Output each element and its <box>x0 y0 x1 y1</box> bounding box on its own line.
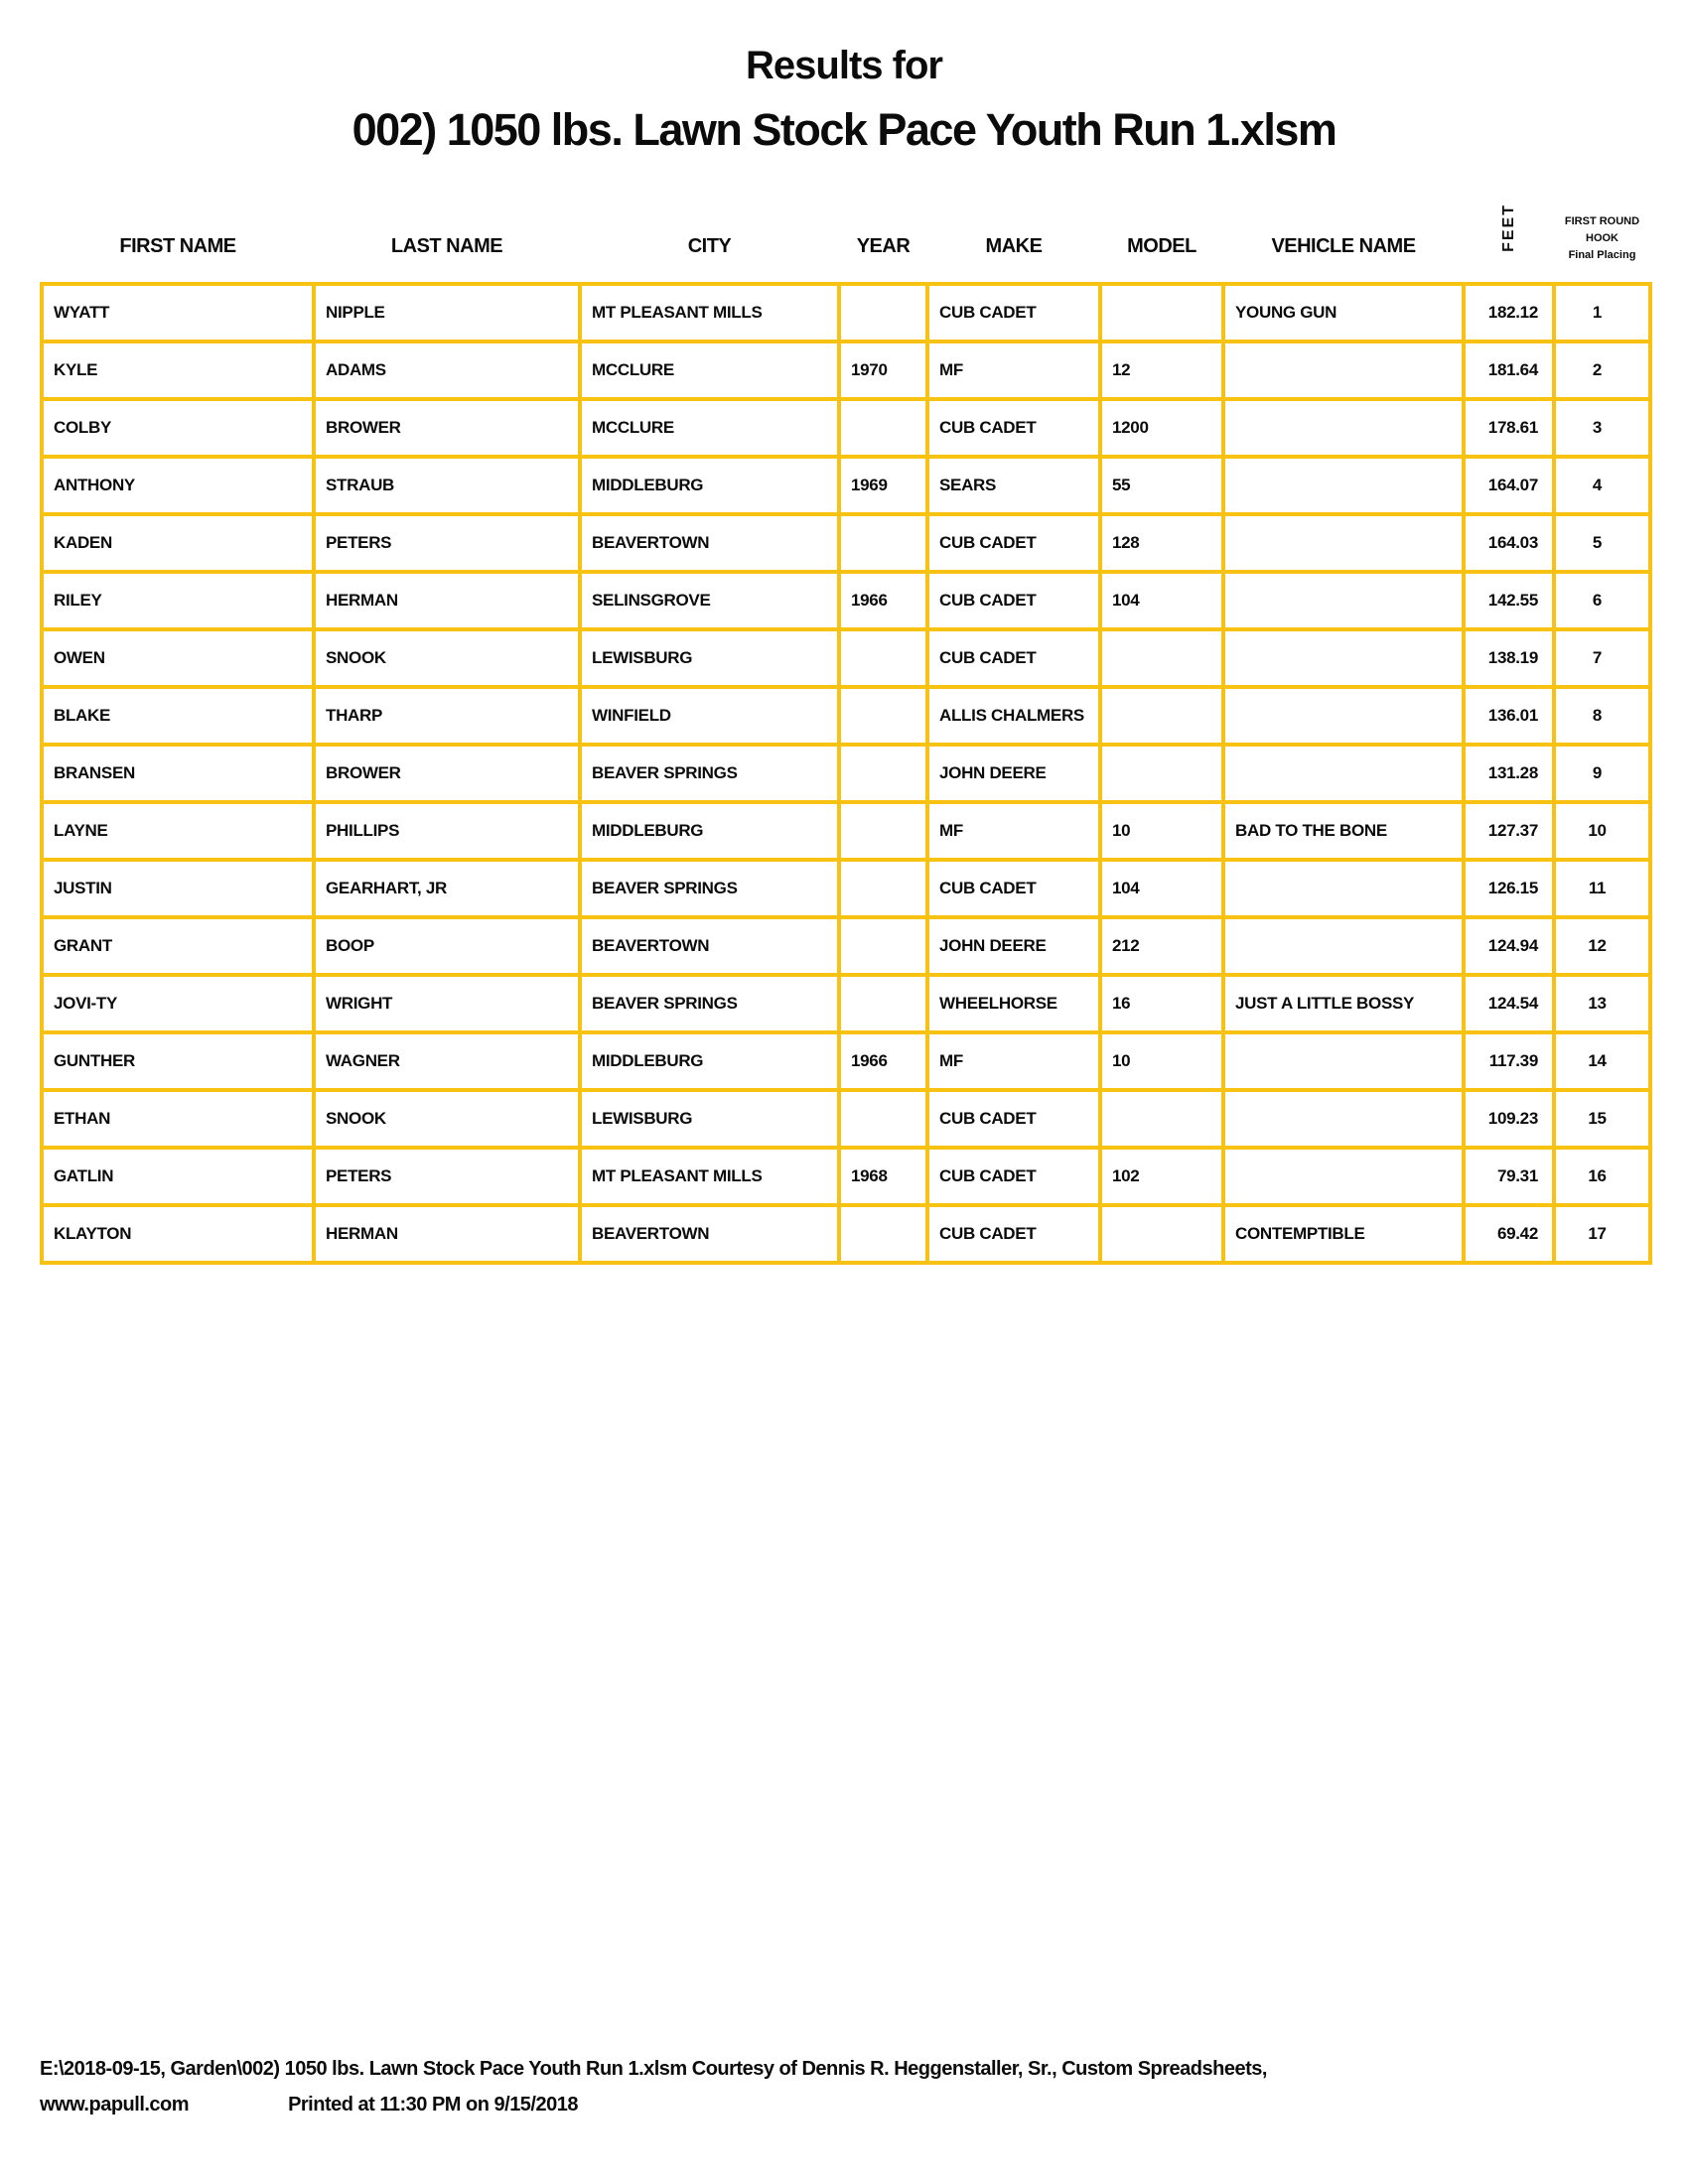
cell-vehicle-name <box>1223 687 1464 745</box>
footer-line2 <box>40 2087 1658 2122</box>
table-row <box>42 629 1650 687</box>
cell-make: SEARS <box>927 457 1100 514</box>
cell-city: MIDDLEBURG <box>580 457 839 514</box>
cell-feet: 127.37 <box>1464 802 1554 860</box>
cell-model: 1200 <box>1100 399 1223 457</box>
column-header-make: MAKE <box>985 235 1043 257</box>
cell-year <box>839 629 927 687</box>
cell-make: CUB CADET <box>927 1148 1100 1205</box>
page-title: Results for <box>746 44 942 87</box>
table-row <box>42 341 1650 399</box>
cell-city: MT PLEASANT MILLS <box>580 1148 839 1205</box>
cell-placing: 4 <box>1554 457 1650 514</box>
cell-model <box>1100 1090 1223 1148</box>
cell-first-name: COLBY <box>42 399 314 457</box>
cell-feet: 109.23 <box>1464 1090 1554 1148</box>
cell-make: CUB CADET <box>927 1090 1100 1148</box>
cell-make: JOHN DEERE <box>927 917 1100 975</box>
cell-vehicle-name <box>1223 457 1464 514</box>
cell-make: CUB CADET <box>927 572 1100 629</box>
cell-placing: 16 <box>1554 1148 1650 1205</box>
column-header-year: YEAR <box>856 235 911 257</box>
cell-make: MF <box>927 341 1100 399</box>
cell-make: JOHN DEERE <box>927 745 1100 802</box>
cell-city: WINFIELD <box>580 687 839 745</box>
cell-last-name: BOOP <box>314 917 580 975</box>
page-footer <box>40 2051 1658 2122</box>
cell-feet: 136.01 <box>1464 687 1554 745</box>
cell-make: MF <box>927 802 1100 860</box>
cell-last-name: WAGNER <box>314 1032 580 1090</box>
cell-last-name: SNOOK <box>314 629 580 687</box>
cell-make: CUB CADET <box>927 399 1100 457</box>
cell-last-name: PHILLIPS <box>314 802 580 860</box>
table-row <box>42 687 1650 745</box>
cell-feet: 164.07 <box>1464 457 1554 514</box>
cell-model <box>1100 745 1223 802</box>
cell-year: 1966 <box>839 1032 927 1090</box>
cell-feet: 69.42 <box>1464 1205 1554 1263</box>
cell-model <box>1100 1205 1223 1263</box>
cell-make: WHEELHORSE <box>927 975 1100 1032</box>
cell-city: MCCLURE <box>580 341 839 399</box>
cell-model: 104 <box>1100 860 1223 917</box>
column-header-vehicle-name: VEHICLE NAME <box>1271 235 1416 257</box>
table-row <box>42 1090 1650 1148</box>
cell-vehicle-name: CONTEMPTIBLE <box>1223 1205 1464 1263</box>
cell-year: 1970 <box>839 341 927 399</box>
cell-first-name: GRANT <box>42 917 314 975</box>
cell-first-name: RILEY <box>42 572 314 629</box>
table-row <box>42 572 1650 629</box>
cell-last-name: WRIGHT <box>314 975 580 1032</box>
cell-placing: 12 <box>1554 917 1650 975</box>
cell-city: MIDDLEBURG <box>580 802 839 860</box>
cell-vehicle-name <box>1223 1148 1464 1205</box>
cell-feet: 138.19 <box>1464 629 1554 687</box>
cell-last-name: PETERS <box>314 1148 580 1205</box>
cell-vehicle-name <box>1223 399 1464 457</box>
cell-placing: 7 <box>1554 629 1650 687</box>
cell-first-name: ANTHONY <box>42 457 314 514</box>
cell-make: MF <box>927 1032 1100 1090</box>
cell-year <box>839 860 927 917</box>
table-row <box>42 1205 1650 1263</box>
table-row <box>42 1032 1650 1090</box>
table-row <box>42 284 1650 341</box>
cell-make: CUB CADET <box>927 629 1100 687</box>
results-table-header <box>42 159 1650 284</box>
cell-city: LEWISBURG <box>580 1090 839 1148</box>
column-header-first-name: FIRST NAME <box>119 235 236 257</box>
cell-vehicle-name <box>1223 860 1464 917</box>
cell-city: BEAVERTOWN <box>580 514 839 572</box>
cell-make: ALLIS CHALMERS <box>927 687 1100 745</box>
cell-year <box>839 1090 927 1148</box>
cell-last-name: PETERS <box>314 514 580 572</box>
cell-first-name: ETHAN <box>42 1090 314 1148</box>
cell-make: CUB CADET <box>927 514 1100 572</box>
cell-city: MT PLEASANT MILLS <box>580 284 839 341</box>
cell-feet: 124.94 <box>1464 917 1554 975</box>
cell-vehicle-name <box>1223 572 1464 629</box>
table-row <box>42 457 1650 514</box>
hook-header-line2: HOOK <box>1586 231 1618 244</box>
cell-feet: 178.61 <box>1464 399 1554 457</box>
cell-model <box>1100 284 1223 341</box>
table-row <box>42 917 1650 975</box>
cell-feet: 131.28 <box>1464 745 1554 802</box>
cell-placing: 13 <box>1554 975 1650 1032</box>
cell-placing: 15 <box>1554 1090 1650 1148</box>
cell-last-name: ADAMS <box>314 341 580 399</box>
cell-first-name: KLAYTON <box>42 1205 314 1263</box>
cell-model: 16 <box>1100 975 1223 1032</box>
cell-year: 1966 <box>839 572 927 629</box>
cell-year <box>839 514 927 572</box>
cell-vehicle-name <box>1223 745 1464 802</box>
cell-last-name: GEARHART, JR <box>314 860 580 917</box>
table-row <box>42 975 1650 1032</box>
cell-first-name: GUNTHER <box>42 1032 314 1090</box>
cell-last-name: SNOOK <box>314 1090 580 1148</box>
hook-header-line3: Final Placing <box>1568 248 1636 261</box>
cell-model: 128 <box>1100 514 1223 572</box>
cell-feet: 79.31 <box>1464 1148 1554 1205</box>
cell-city: LEWISBURG <box>580 629 839 687</box>
cell-vehicle-name <box>1223 341 1464 399</box>
cell-last-name: BROWER <box>314 745 580 802</box>
cell-model: 12 <box>1100 341 1223 399</box>
cell-vehicle-name <box>1223 917 1464 975</box>
cell-model: 55 <box>1100 457 1223 514</box>
column-header-final-placing <box>1554 159 1650 284</box>
cell-year <box>839 399 927 457</box>
cell-first-name: LAYNE <box>42 802 314 860</box>
results-table <box>40 159 1652 1265</box>
cell-first-name: JUSTIN <box>42 860 314 917</box>
page-subtitle-filename: 002) 1050 lbs. Lawn Stock Pace Youth Run 1.xlsm <box>352 104 1336 155</box>
cell-first-name: KADEN <box>42 514 314 572</box>
cell-feet: 142.55 <box>1464 572 1554 629</box>
cell-make: CUB CADET <box>927 284 1100 341</box>
cell-feet: 117.39 <box>1464 1032 1554 1090</box>
cell-feet: 126.15 <box>1464 860 1554 917</box>
cell-city: BEAVER SPRINGS <box>580 860 839 917</box>
cell-placing: 6 <box>1554 572 1650 629</box>
cell-city: MCCLURE <box>580 399 839 457</box>
cell-year <box>839 917 927 975</box>
column-header-city: CITY <box>687 235 732 257</box>
cell-last-name: NIPPLE <box>314 284 580 341</box>
cell-last-name: STRAUB <box>314 457 580 514</box>
results-table-body <box>42 284 1650 1263</box>
table-row <box>42 860 1650 917</box>
column-header-feet <box>1464 159 1554 284</box>
column-header-last-name: LAST NAME <box>390 235 503 257</box>
cell-vehicle-name <box>1223 1090 1464 1148</box>
hook-header-line1: FIRST ROUND <box>1564 214 1640 227</box>
results-table-container <box>40 159 1648 1265</box>
table-row <box>42 399 1650 457</box>
footer-line1: E:\2018-09-15, Garden\002) 1050 lbs. Lawn Stock Pace Youth Run 1.xlsm Courtesy of Dennis R. Heggenstaller, Sr., Custom Spreadsheets, <box>40 2058 1267 2080</box>
cell-first-name: GATLIN <box>42 1148 314 1205</box>
cell-city: BEAVER SPRINGS <box>580 975 839 1032</box>
cell-first-name: BRANSEN <box>42 745 314 802</box>
cell-vehicle-name: BAD TO THE BONE <box>1223 802 1464 860</box>
cell-year <box>839 1205 927 1263</box>
cell-feet: 124.54 <box>1464 975 1554 1032</box>
footer-website: www.papull.com <box>40 2094 190 2116</box>
cell-year <box>839 802 927 860</box>
title-block <box>0 0 1688 156</box>
cell-model <box>1100 687 1223 745</box>
cell-model: 212 <box>1100 917 1223 975</box>
cell-model: 104 <box>1100 572 1223 629</box>
cell-placing: 5 <box>1554 514 1650 572</box>
cell-city: SELINSGROVE <box>580 572 839 629</box>
cell-city: BEAVERTOWN <box>580 1205 839 1263</box>
table-row <box>42 1148 1650 1205</box>
cell-year <box>839 975 927 1032</box>
cell-feet: 182.12 <box>1464 284 1554 341</box>
cell-model <box>1100 629 1223 687</box>
cell-make: CUB CADET <box>927 1205 1100 1263</box>
cell-last-name: HERMAN <box>314 572 580 629</box>
column-header-model: MODEL <box>1127 235 1196 257</box>
cell-placing: 2 <box>1554 341 1650 399</box>
cell-vehicle-name: JUST A LITTLE BOSSY <box>1223 975 1464 1032</box>
footer-printed-timestamp: Printed at 11:30 PM on 9/15/2018 <box>288 2094 578 2116</box>
cell-city: MIDDLEBURG <box>580 1032 839 1090</box>
header-row <box>42 159 1650 284</box>
cell-last-name: THARP <box>314 687 580 745</box>
cell-vehicle-name: YOUNG GUN <box>1223 284 1464 341</box>
table-row <box>42 514 1650 572</box>
cell-vehicle-name <box>1223 629 1464 687</box>
cell-last-name: HERMAN <box>314 1205 580 1263</box>
cell-year: 1969 <box>839 457 927 514</box>
cell-year <box>839 284 927 341</box>
cell-first-name: OWEN <box>42 629 314 687</box>
cell-year <box>839 745 927 802</box>
cell-placing: 9 <box>1554 745 1650 802</box>
cell-first-name: KYLE <box>42 341 314 399</box>
cell-model: 102 <box>1100 1148 1223 1205</box>
cell-placing: 14 <box>1554 1032 1650 1090</box>
cell-make: CUB CADET <box>927 860 1100 917</box>
cell-model: 10 <box>1100 1032 1223 1090</box>
cell-feet: 181.64 <box>1464 341 1554 399</box>
cell-model: 10 <box>1100 802 1223 860</box>
feet-rotated-label: FEET <box>1499 204 1517 252</box>
cell-placing: 10 <box>1554 802 1650 860</box>
cell-first-name: JOVI-TY <box>42 975 314 1032</box>
cell-placing: 3 <box>1554 399 1650 457</box>
cell-vehicle-name <box>1223 514 1464 572</box>
cell-vehicle-name <box>1223 1032 1464 1090</box>
cell-placing: 8 <box>1554 687 1650 745</box>
cell-feet: 164.03 <box>1464 514 1554 572</box>
cell-year <box>839 687 927 745</box>
cell-placing: 11 <box>1554 860 1650 917</box>
cell-placing: 17 <box>1554 1205 1650 1263</box>
table-row <box>42 745 1650 802</box>
cell-first-name: WYATT <box>42 284 314 341</box>
cell-placing: 1 <box>1554 284 1650 341</box>
cell-first-name: BLAKE <box>42 687 314 745</box>
table-row <box>42 802 1650 860</box>
cell-city: BEAVER SPRINGS <box>580 745 839 802</box>
cell-last-name: BROWER <box>314 399 580 457</box>
cell-year: 1968 <box>839 1148 927 1205</box>
cell-city: BEAVERTOWN <box>580 917 839 975</box>
